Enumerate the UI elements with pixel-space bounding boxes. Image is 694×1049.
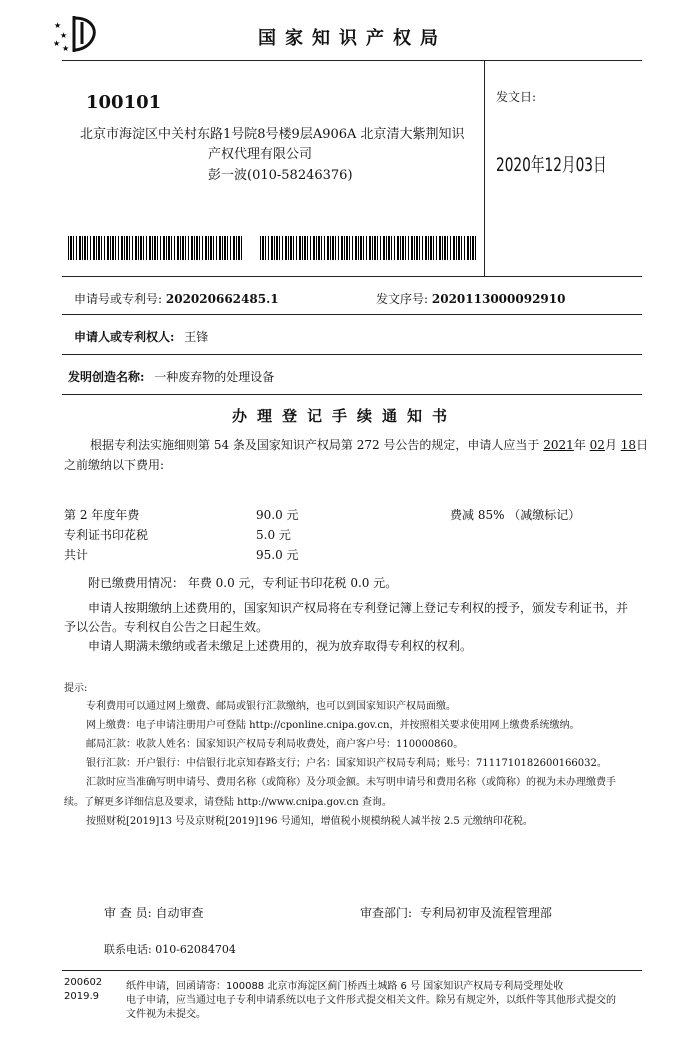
paid-status: 附已缴费用情况： 年费 0.0 元，专利证书印花税 0.0 元。 — [88, 576, 398, 590]
deadline-year: 2021 — [543, 438, 574, 452]
para-2: 申请人期满未缴纳或者未缴足上述费用的，视为放弃取得专利权的权利。 — [88, 639, 473, 653]
address-line-2: 产权代理有限公司 — [208, 147, 313, 162]
phone-number: 010-62084704 — [155, 943, 236, 956]
issue-date: 2020年12月03日 — [496, 154, 607, 176]
footer-line-3: 文件视为未提交。 — [126, 1009, 206, 1020]
deadline-month: 02 — [589, 438, 605, 452]
issue-date-label: 发文日: — [496, 90, 537, 104]
footer-line-2: 电子申请，应当通过电子专利申请系统以电子文件形式提交相关文件。除另有规定外，以纸件等其他形式提交的 — [126, 995, 616, 1006]
office-name: 国家知识产权局 — [258, 28, 447, 49]
intro-line: 根据专利法实施细则第 54 条及国家知识产权局第 272 号公告的规定，申请人应当于 2021年 02月 18日 — [90, 438, 649, 452]
fee-name-2: 专利证书印花税 — [64, 528, 149, 542]
phone-label: 联系电话: — [104, 943, 152, 956]
serial-no: 2020113000092910 — [431, 292, 566, 306]
fee-amount-2: 5.0 元 — [256, 528, 291, 542]
applicant-name: 王锋 — [184, 330, 209, 344]
intro-line-2: 之前缴纳以下费用: — [64, 458, 165, 472]
app-no-label: 申请号或专利号: — [74, 292, 163, 306]
applicant-label: 申请人或专利权人: — [74, 330, 175, 344]
serial-label: 发文序号: — [376, 292, 429, 306]
svg-text:★: ★ — [62, 44, 70, 53]
postcode: 100101 — [86, 92, 162, 113]
barcode-left — [68, 236, 242, 260]
notice-heading: 办理登记手续通知书 — [232, 407, 458, 425]
examiner-label: 审 查 员: — [104, 906, 152, 920]
form-version: 2019.9 — [64, 991, 99, 1002]
address-line-1: 北京市海淀区中关村东路1号院8号楼9层A906A 北京清大紫荆知识 — [80, 127, 465, 142]
department-label: 审查部门: — [360, 906, 413, 920]
tip-line-3: 邮局汇款：收款人姓名：国家知识产权局专利局收费处，商户客户号：110000860。 — [86, 739, 464, 750]
barcode-right — [260, 236, 478, 260]
tip-line-5: 汇款时应当准确写明申请号、费用名称（或简称）及分项金额。未写明申请号和费用名称（或简称）的视为未办理缴费手 — [86, 777, 616, 788]
svg-text:★: ★ — [54, 21, 62, 30]
fee-reduction: 费减 85% （减缴标记） — [450, 508, 581, 522]
contact-line: 彭一波(010-58246376) — [208, 168, 353, 183]
footer-line-1: 纸件申请，回函请寄：100088 北京市海淀区蓟门桥西土城路 6 号 国家知识产权局专利局受理处收 — [126, 981, 564, 992]
invention-title: 一种废弃物的处理设备 — [154, 370, 275, 384]
para-1-line-1: 申请人按期缴纳上述费用的，国家知识产权局将在专利登记簿上登记专利权的授予，颁发专利证书，并 — [88, 601, 629, 615]
fee-name-1: 第 2 年度年费 — [64, 508, 140, 522]
department: 专利局初审及流程管理部 — [419, 906, 552, 920]
para-1-line-2: 予以公告。专利权自公告之日起生效。 — [64, 620, 269, 634]
form-code: 200602 — [64, 977, 103, 988]
examiner: 自动审查 — [155, 906, 204, 920]
cnipa-logo — [52, 14, 106, 54]
invention-title-label: 发明创造名称: — [68, 370, 145, 384]
tips-label: 提示: — [64, 683, 88, 694]
svg-text:★: ★ — [53, 39, 61, 48]
svg-text:★: ★ — [60, 31, 68, 40]
tip-line-7: 按照财税[2019]13 号及京财税[2019]196 号通知，增值税小规模纳税人减半按 2.5 元缴纳印花税。 — [86, 816, 533, 827]
fee-amount-3: 95.0 元 — [256, 548, 299, 562]
app-no: 202020662485.1 — [165, 292, 279, 306]
tip-line-2: 网上缴费：电子申请注册用户可登陆 http://cponline.cnipa.gov.cn，并按照相关要求使用网上缴费系统缴纳。 — [86, 720, 580, 731]
tip-line-4: 银行汇款：开户银行：中信银行北京知春路支行；户名：国家知识产权局专利局；账号：7111710182600166032。 — [86, 758, 607, 769]
tip-line-6: 续。了解更多详细信息及要求，请登陆 http://www.cnipa.gov.cn 查询。 — [64, 797, 392, 808]
fee-amount-1: 90.0 元 — [256, 508, 299, 522]
deadline-day: 18 — [620, 438, 637, 452]
tip-line-1: 专利费用可以通过网上缴费、邮局或银行汇款缴纳，也可以到国家知识产权局面缴。 — [86, 701, 456, 712]
fee-name-3: 共计 — [64, 548, 89, 562]
